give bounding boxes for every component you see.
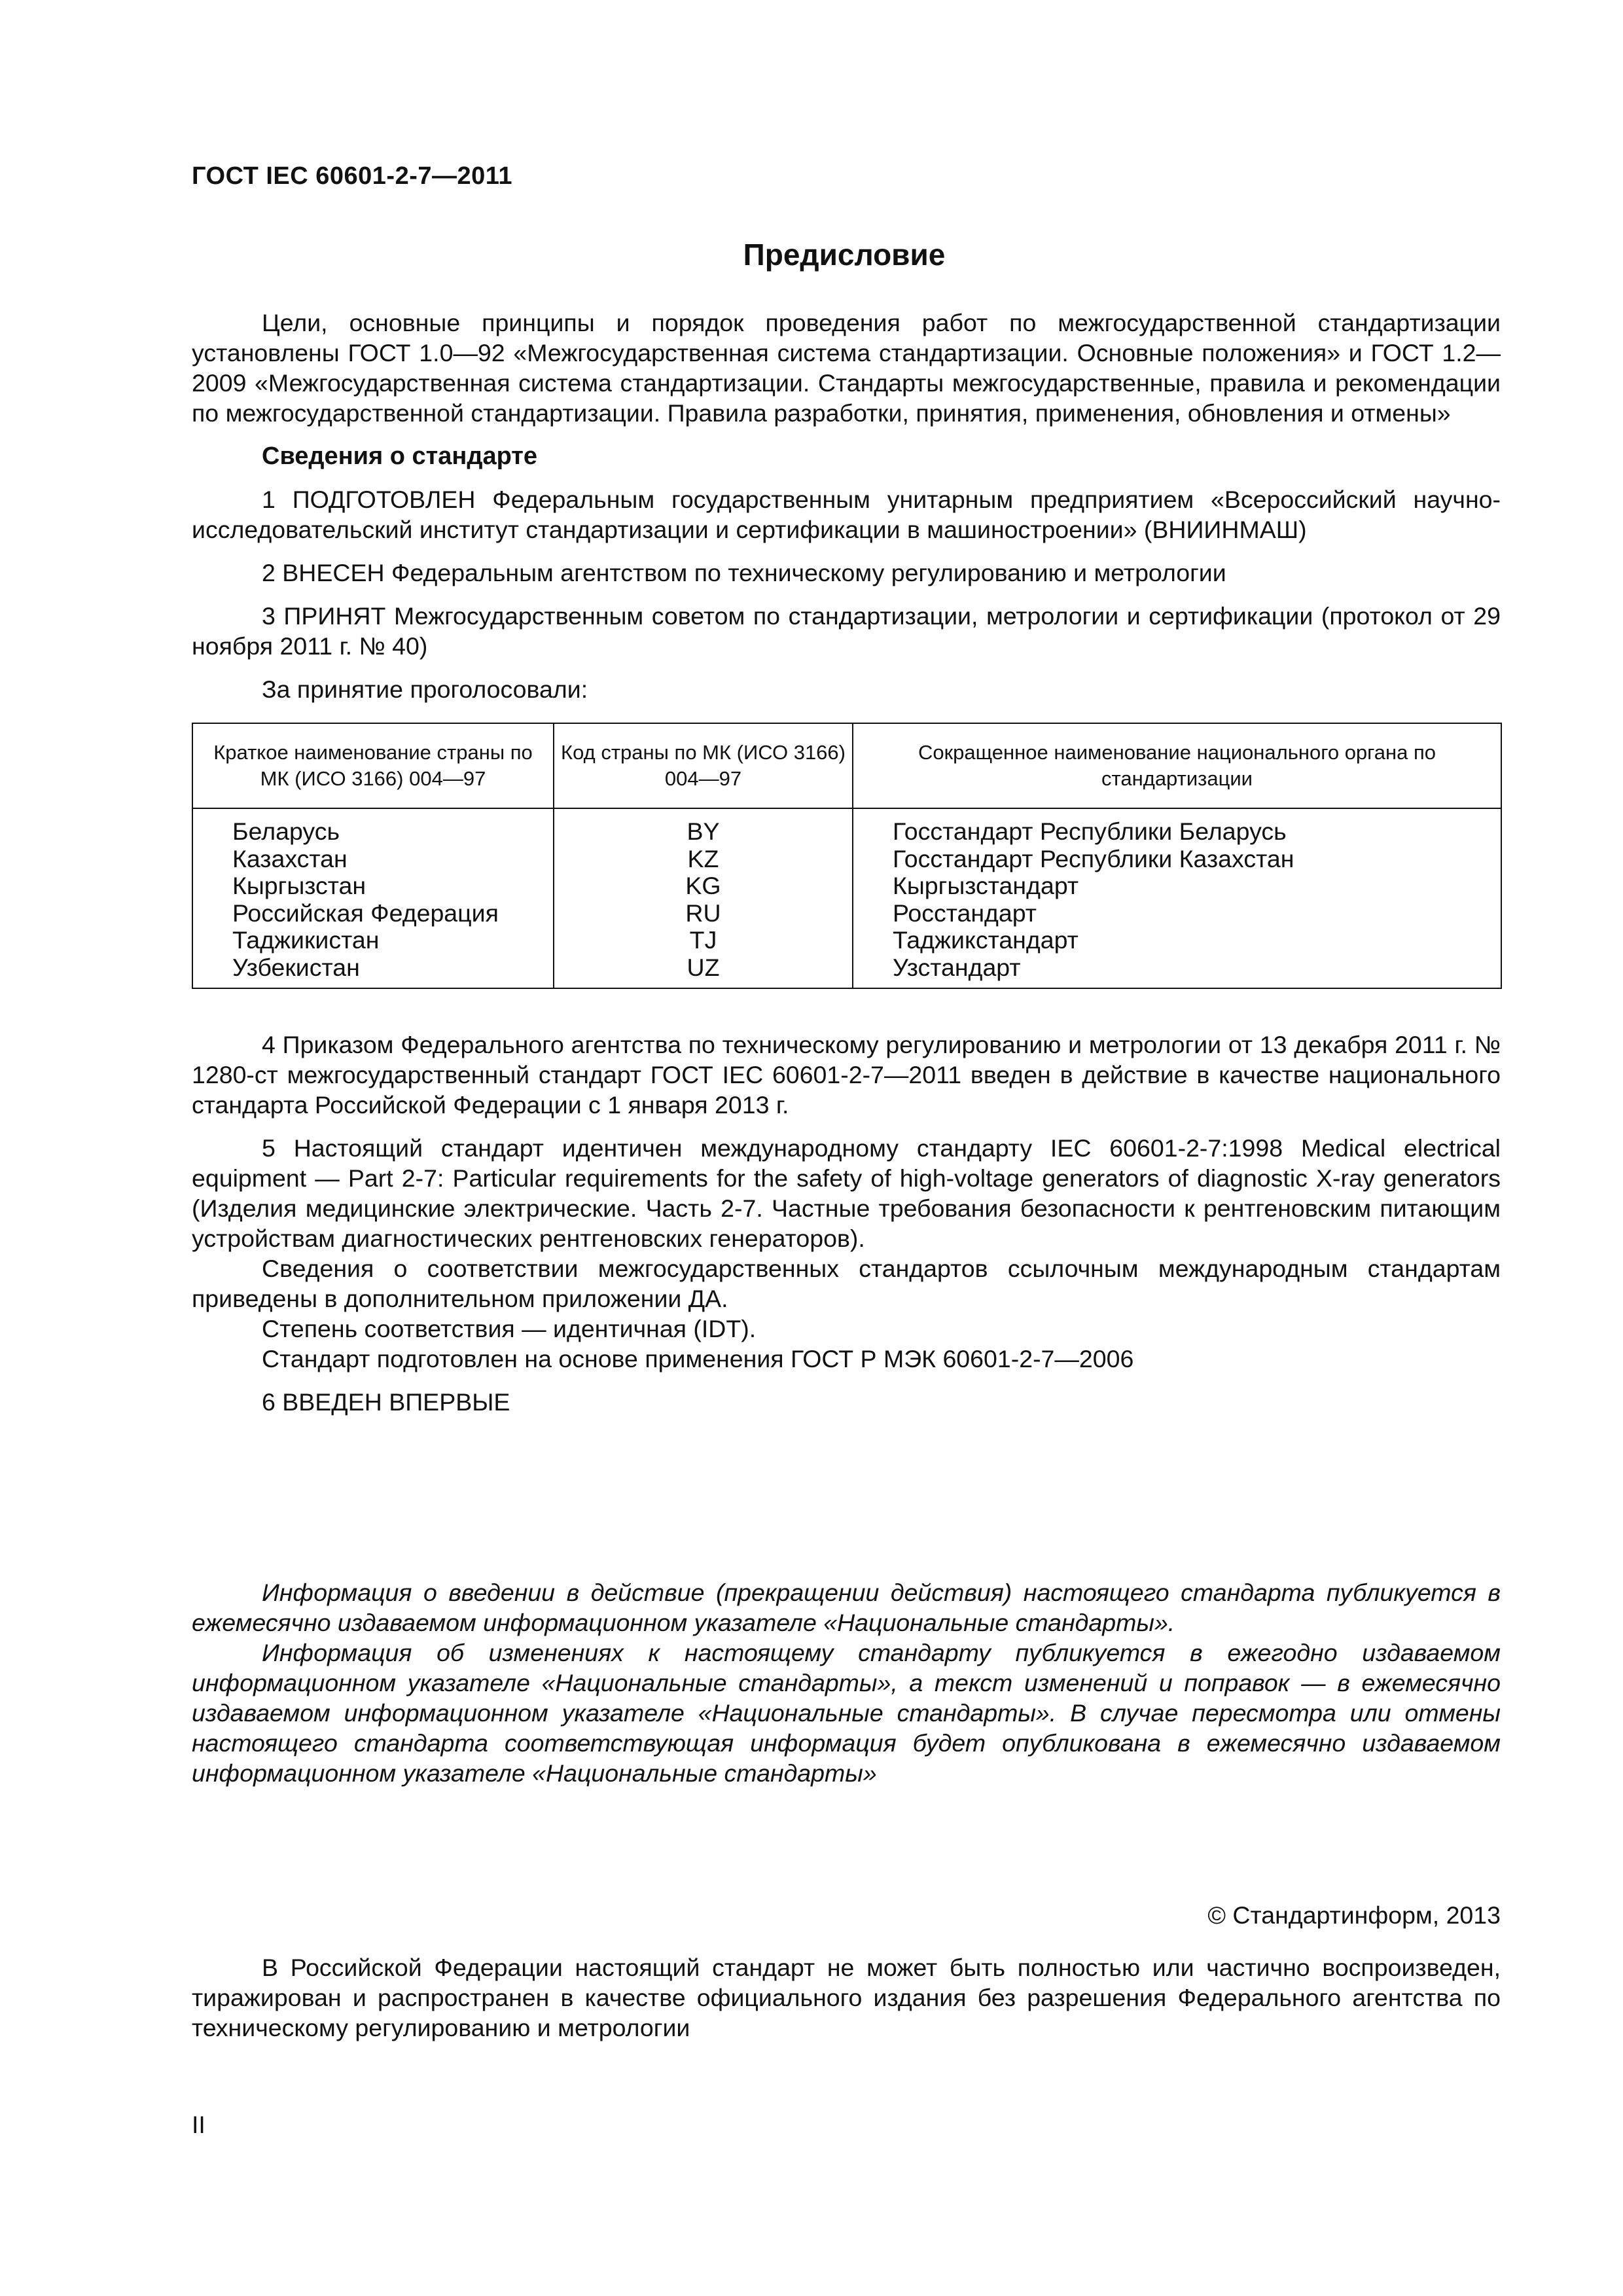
rights-notice (192, 1952, 1501, 2043)
notice-paragraph-1: Информация о введении в действие (прекращении действия) настоящего стандарта публикуется в ежемесячно издаваемом информационном указателе «Национальные стандарты». (192, 1579, 1501, 1636)
code-cell: TJ (554, 927, 853, 954)
intro-paragraph: Цели, основные принципы и порядок проведения работ по межгосударственной стандартизации установлены ГОСТ 1.0—92 «Межгосударственная система стандартизации. Основные положения» и ГОСТ 1.2—2009 «Межгосударственная система стандартизации. Стандарты межгосударственные, правила и рекомендации по межгосударственной стандартизации. Правила разработки, принятия, применения, обновления и отмены» (192, 309, 1501, 427)
copyright-line: © Стандартинформ, 2013 (1207, 1901, 1501, 1929)
item-4: 4 Приказом Федерального агентства по техническому регулированию и метрологии от 13 декабря 2011 г. № 1280-ст межгосударственный стандарт ГОСТ IEC 60601-2-7—2011 введен в действие в качестве национального стандарта Российской Федерации с 1 января 2013 г. (192, 1031, 1501, 1119)
item-5: 5 Настоящий стандарт идентичен международному стандарту IEC 60601-2-7:1998 Medical electrical equipment — Part 2-7: Particular requirements for the safety of high-voltage generators of diagnostic X-ray generators (Изделия медицинские электрические. Часть 2-7. Частные требования безопасности к рентгеновским питающим устройствам диагностических рентгеновских генераторов). (192, 1134, 1501, 1252)
notice-paragraph-2: Информация об изменениях к настоящему стандарту публикуется в ежегодно издаваемом информационном указателе «Национальные стандарты», а текст изменений и поправок — в ежемесячно издаваемом информационном указателе «Национальные стандарты». В случае пересмотра или отмены настоящего стандарта соответствующая информация будет опубликована в ежемесячно издаваемом информационном указателе «Национальные стандарты» (192, 1639, 1501, 1787)
table-row (192, 927, 1501, 954)
code-cell: RU (554, 900, 853, 927)
document-code: ГОСТ IEC 60601-2-7—2011 (192, 162, 512, 190)
org-cell: Росстандарт (853, 900, 1501, 927)
table-row (192, 900, 1501, 927)
header-country: Краткое наименование страны по МК (ИСО 3166) 004—97 (192, 723, 554, 808)
code-cell: BY (554, 808, 853, 846)
page-number: II (192, 2111, 205, 2138)
table-row (192, 872, 1501, 900)
item-1: 1 ПОДГОТОВЛЕН Федеральным государственным унитарным предприятием «Всероссийский научно-исследовательский институт стандартизации и сертификации в машиностроении» (ВНИИНМАШ) (192, 486, 1501, 543)
code-cell: KG (554, 872, 853, 900)
country-cell: Кыргызстан (192, 872, 554, 900)
country-cell: Узбекистан (192, 954, 554, 989)
country-cell: Беларусь (192, 808, 554, 846)
country-cell: Российская Федерация (192, 900, 554, 927)
table-header-row (192, 723, 1501, 808)
standard-info-heading: Сведения о стандарте (262, 442, 538, 470)
preface-body (192, 308, 1501, 1417)
country-cell: Таджикистан (192, 927, 554, 954)
table-row (192, 808, 1501, 846)
header-code: Код страны по МК (ИСО 3166) 004—97 (554, 723, 853, 808)
item-5-basis: Стандарт подготовлен на основе применения ГОСТ Р МЭК 60601-2-7—2006 (262, 1345, 1134, 1372)
header-org: Сокращенное наименование национального органа по стандартизации (853, 723, 1501, 808)
org-cell: Узстандарт (853, 954, 1501, 989)
votes-table (192, 723, 1502, 989)
org-cell: Госстандарт Республики Беларусь (853, 808, 1501, 846)
org-cell: Кыргызстандарт (853, 872, 1501, 900)
item-3: 3 ПРИНЯТ Межгосударственным советом по стандартизации, метрологии и сертификации (протокол от 29 ноября 2011 г. № 40) (192, 602, 1501, 660)
item-6: 6 ВВЕДЕН ВПЕРВЫЕ (262, 1388, 510, 1416)
rights-paragraph: В Российской Федерации настоящий стандарт не может быть полностью или частично воспроизведен, тиражирован и распространен в качестве официального издания без разрешения Федерального агентства по техническому регулированию и метрологии (192, 1954, 1501, 2041)
org-cell: Госстандарт Республики Казахстан (853, 846, 1501, 873)
votes-intro: За принятие проголосовали: (262, 675, 588, 703)
table-row (192, 954, 1501, 989)
publication-notice (192, 1577, 1501, 1788)
code-cell: KZ (554, 846, 853, 873)
country-cell: Казахстан (192, 846, 554, 873)
item-5-references: Сведения о соответствии межгосударственных стандартов ссылочным международным стандартам приведены в дополнительном приложении ДА. (192, 1255, 1501, 1312)
page-title: Предисловие (743, 238, 946, 272)
org-cell: Таджикстандарт (853, 927, 1501, 954)
item-2: 2 ВНЕСЕН Федеральным агентством по техническому регулированию и метрологии (262, 559, 1226, 586)
table-row (192, 846, 1501, 873)
item-5-degree: Степень соответствия — идентичная (IDT). (262, 1315, 757, 1342)
code-cell: UZ (554, 954, 853, 989)
